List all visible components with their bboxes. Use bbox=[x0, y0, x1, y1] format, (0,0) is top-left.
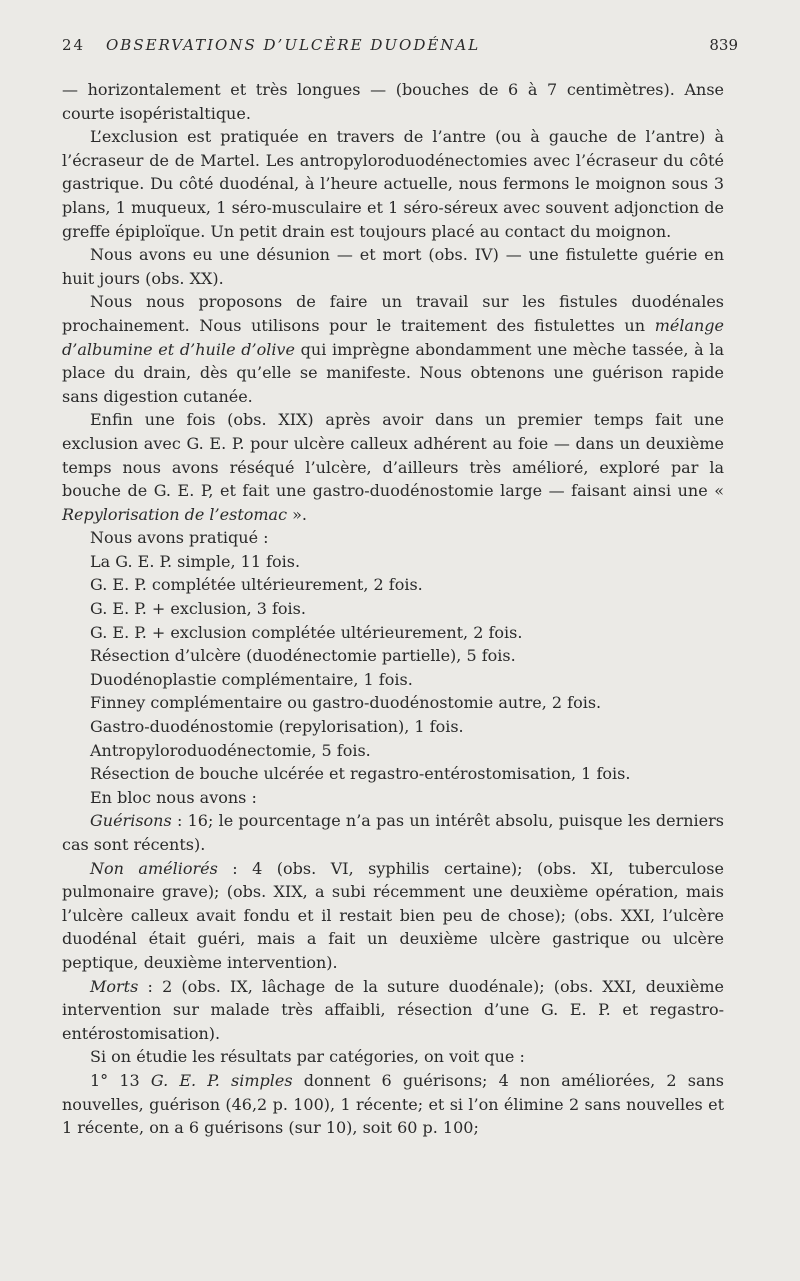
list-item: Duodénoplastie complémentaire, 1 fois. bbox=[90, 669, 413, 689]
page-number: 24 bbox=[62, 36, 86, 54]
paragraph bbox=[62, 857, 724, 975]
paragraph: Nous avons eu une désunion — et mort (obs. IV) — une fistulette guérie en huit jours (obs. XX). bbox=[62, 245, 724, 288]
text-run: : 4 (obs. VI, syphilis certaine); (obs. XI, tuberculose pulmonaire grave); (obs. XIX, a subi récemment une deuxième opération, mais l’ulcère calleux avait fondu et il restait bien peu de chose); (obs. XXI, l’ulcère duodénal était guéri, mais a fait un deuxième ulcère gastrique ou ulcère peptique, deuxième intervention). bbox=[62, 858, 724, 972]
list-item: G. E. P. complétée ultérieurement, 2 fois. bbox=[90, 575, 423, 595]
text-run: 1° 13 bbox=[90, 1070, 151, 1090]
list-item: Résection de bouche ulcérée et regastro-entérostomisation, 1 fois. bbox=[90, 764, 631, 784]
paragraph: Nous avons pratiqué : bbox=[90, 528, 269, 548]
italic-run: G. E. P. simples bbox=[150, 1070, 293, 1090]
italic-run: Guérisons bbox=[90, 811, 172, 831]
paragraph bbox=[62, 408, 724, 526]
paragraph bbox=[62, 809, 724, 856]
running-header bbox=[62, 36, 738, 56]
paragraph bbox=[62, 290, 724, 408]
folio-number: 839 bbox=[709, 36, 738, 54]
paragraph: En bloc nous avons : bbox=[90, 787, 257, 807]
paragraph: — horizontalement et très longues — (bouches de 6 à 7 centimètres). Anse courte isopéristaltique. bbox=[62, 80, 724, 123]
list-item: Antropyloroduodénectomie, 5 fois. bbox=[90, 740, 371, 760]
italic-run: Repylorisation de l’estomac bbox=[62, 504, 288, 524]
running-title: OBSERVATIONS D’ULCÈRE DUODÉNAL bbox=[106, 36, 481, 54]
list-item: Résection d’ulcère (duodénectomie partielle), 5 fois. bbox=[90, 646, 516, 666]
paragraph bbox=[62, 1069, 724, 1140]
list-item: La G. E. P. simple, 11 fois. bbox=[90, 551, 301, 571]
italic-run: Non améliorés bbox=[90, 858, 218, 878]
italic-run: mélange d’albumine et d’huile d’olive bbox=[62, 315, 724, 359]
text-run: Nous nous proposons de faire un travail sur les fistules duodénales prochainement. Nous utilisons pour le traitement des fistulettes un bbox=[62, 292, 724, 335]
paragraph: Si on étudie les résultats par catégories, on voit que : bbox=[90, 1047, 525, 1067]
text-run: : 16; le pourcentage n’a pas un intérêt absolu, puisque les derniers cas sont récents). bbox=[62, 811, 724, 854]
text-run: : 2 (obs. IX, lâchage de la suture duodénale); (obs. XXI, deuxième intervention sur malade très affaibli, résection d’une G. E. P. et regastro-entérostomisation). bbox=[62, 976, 724, 1043]
text-run: donnent 6 guérisons; 4 non améliorées, 2 sans nouvelles, guérison (46,2 p. 100), 1 récente; et si l’on élimine 2 sans nouvelles et 1 récente, on a 6 guérisons (sur 10), soit 60 p. 100; bbox=[62, 1070, 724, 1138]
list-item: G. E. P. + exclusion complétée ultérieurement, 2 fois. bbox=[90, 622, 523, 642]
body-text bbox=[62, 78, 724, 1140]
text-run: Enfin une fois (obs. XIX) après avoir dans un premier temps fait une exclusion avec G. E. P. pour ulcère calleux adhérent au foie — dans un deuxième temps nous avons réséqué l’ulcère, d’ailleurs très amélioré, exploré par la bouche de G. E. P, et fait une gastro-duodénostomie large — faisant ainsi une « bbox=[62, 410, 724, 501]
paragraph: L’exclusion est pratiquée en travers de l’antre (ou à gauche de l’antre) à l’écraseur de de Martel. Les antropyloroduodénectomies avec l’écraseur du côté gastrique. Du côté duodénal, à l’heure actuelle, nous fermons le moignon sous 3 plans, 1 muqueux, 1 séro-musculaire et 1 séro-séreux avec souvent adjonction de greffe épiploïque. Un petit drain est toujours placé au contact du moignon. bbox=[62, 127, 724, 241]
text-run: ». bbox=[287, 504, 308, 524]
list-item: Finney complémentaire ou gastro-duodénostomie autre, 2 fois. bbox=[90, 693, 602, 713]
list-item: G. E. P. + exclusion, 3 fois. bbox=[90, 599, 306, 619]
paragraph bbox=[62, 975, 724, 1046]
list-item: Gastro-duodénostomie (repylorisation), 1 fois. bbox=[90, 717, 464, 737]
italic-run: Morts bbox=[90, 976, 139, 996]
text-run: qui imprègne abondamment une mèche tassée, à la place du drain, dès qu’elle se manifeste. Nous obtenons une guérison rapide sans digestion cutanée. bbox=[62, 339, 725, 406]
procedure-list bbox=[62, 550, 724, 786]
